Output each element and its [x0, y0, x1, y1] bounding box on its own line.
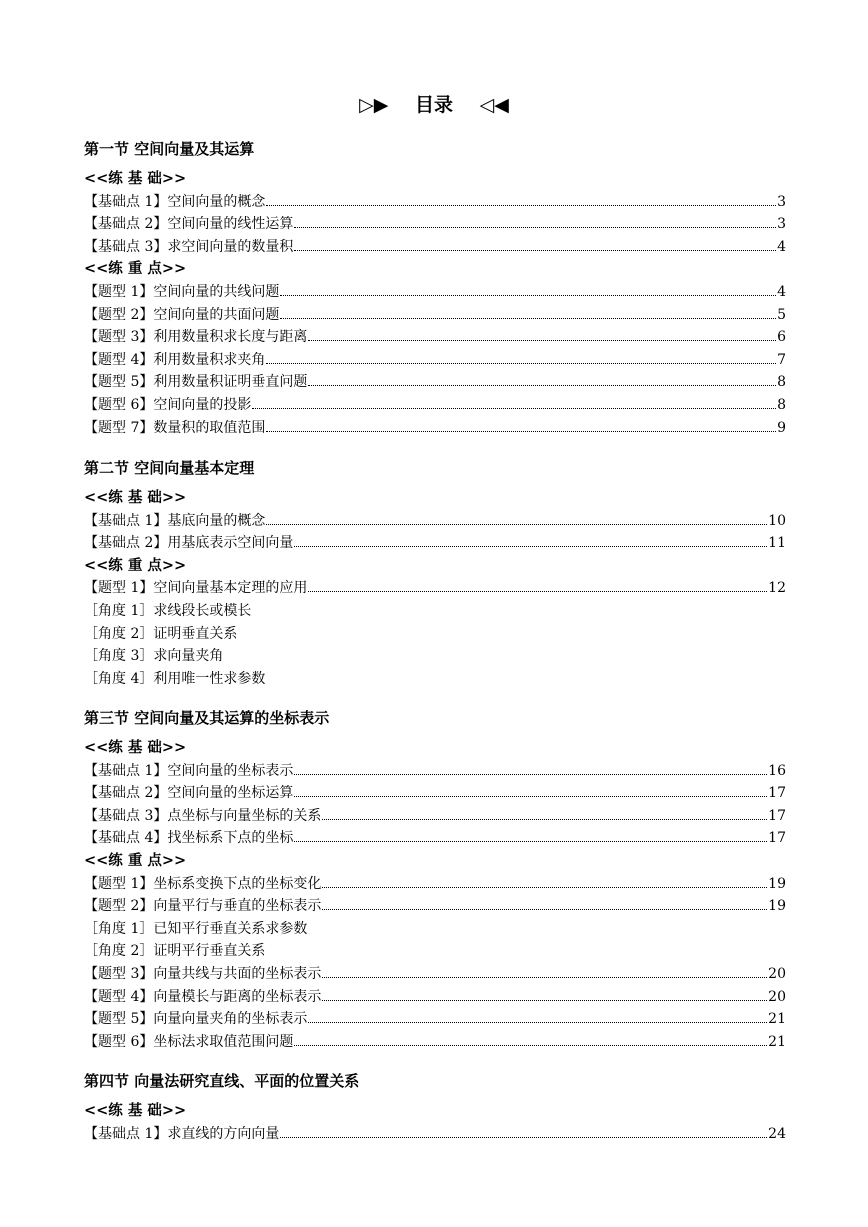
entry-tag: 【题型 1】	[84, 580, 154, 597]
dot-leader	[266, 431, 776, 432]
toc-entry[interactable]	[84, 532, 786, 555]
group-heading: <<练 基 础>>	[84, 739, 187, 756]
toc-entry[interactable]	[84, 510, 786, 533]
toc-section	[84, 136, 786, 439]
entry-label: 空间向量的投影	[153, 396, 252, 413]
toc-entry[interactable]	[84, 326, 786, 349]
page-number: 3	[777, 193, 786, 210]
entry-label: 用基底表示空间向量	[167, 535, 294, 552]
toc-title	[0, 90, 868, 120]
page-number: 6	[777, 329, 786, 346]
entry-label: 求空间向量的数量积	[167, 238, 294, 255]
entry-label: 空间向量的线性运算	[167, 216, 294, 233]
toc-entry[interactable]	[84, 394, 786, 417]
toc-entry[interactable]	[84, 236, 786, 259]
page-number: 20	[768, 965, 786, 982]
entry-tag: 【题型 1】	[84, 875, 154, 892]
entry-tag: 【题型 5】	[84, 1011, 154, 1028]
dot-leader	[266, 205, 776, 206]
page-number: 4	[777, 283, 786, 300]
toc-entry[interactable]	[84, 963, 786, 986]
entry-tag: 【基础点 1】	[84, 512, 168, 529]
toc-entry[interactable]	[84, 873, 786, 896]
page-number: 17	[768, 785, 786, 802]
dot-leader	[294, 1045, 767, 1046]
group-heading: <<练 重 点>>	[84, 556, 187, 574]
title-left-arrows-icon: ▷▶	[359, 94, 389, 116]
entry-tag: 【基础点 3】	[84, 807, 168, 824]
toc-entry[interactable]	[84, 782, 786, 805]
toc-entry[interactable]	[84, 1008, 786, 1031]
page-number: 10	[768, 512, 786, 529]
entry-tag: 【题型 7】	[84, 419, 154, 436]
dot-leader	[294, 546, 767, 547]
dot-leader	[280, 318, 776, 319]
dot-leader	[308, 591, 767, 592]
page-number: 11	[768, 535, 786, 552]
entry-label: 坐标法求取值范围问题	[153, 1033, 294, 1050]
dot-leader	[252, 408, 776, 409]
toc-subentry: ［角度 1］已知平行垂直关系求参数	[84, 920, 308, 937]
toc-entry[interactable]	[84, 827, 786, 850]
entry-tag: 【基础点 2】	[84, 535, 168, 552]
toc-subentry: ［角度 2］证明垂直关系	[84, 625, 238, 642]
toc-entry[interactable]	[84, 1031, 786, 1054]
page-number: 12	[768, 580, 786, 597]
page-number: 21	[768, 1033, 786, 1050]
toc-entry[interactable]	[84, 895, 786, 918]
entry-tag: 【题型 4】	[84, 988, 154, 1005]
dot-leader	[280, 1137, 767, 1138]
entry-label: 利用数量积证明垂直问题	[153, 374, 308, 391]
group-heading: <<练 重 点>>	[84, 851, 187, 869]
title-right-arrows-icon: ◁◀	[479, 94, 509, 116]
toc-entry[interactable]	[84, 281, 786, 304]
dot-leader	[294, 841, 767, 842]
page-number: 5	[777, 306, 786, 323]
entry-tag: 【题型 2】	[84, 306, 154, 323]
entry-label: 求直线的方向向量	[167, 1125, 280, 1142]
page-number: 19	[768, 875, 786, 892]
entry-tag: 【题型 1】	[84, 283, 154, 300]
dot-leader	[308, 340, 776, 341]
entry-tag: 【题型 3】	[84, 329, 154, 346]
toc-entry[interactable]	[84, 304, 786, 327]
entry-tag: 【题型 5】	[84, 374, 154, 391]
entry-tag: 【题型 3】	[84, 965, 154, 982]
toc-entry[interactable]	[84, 760, 786, 783]
dot-leader	[294, 250, 776, 251]
dot-leader	[322, 1000, 767, 1001]
page-number: 21	[768, 1011, 786, 1028]
entry-label: 找坐标系下点的坐标	[167, 830, 294, 847]
page-number: 20	[768, 988, 786, 1005]
toc-entry[interactable]	[84, 986, 786, 1009]
entry-label: 坐标系变换下点的坐标变化	[153, 875, 322, 892]
entry-label: 基底向量的概念	[167, 512, 266, 529]
entry-tag: 【基础点 2】	[84, 216, 168, 233]
entry-tag: 【题型 2】	[84, 898, 154, 915]
entry-label: 利用数量积求夹角	[153, 351, 266, 368]
entry-label: 点坐标与向量坐标的关系	[167, 807, 322, 824]
entry-label: 空间向量的坐标表示	[167, 762, 294, 779]
dot-leader	[294, 227, 776, 228]
dot-leader	[322, 977, 767, 978]
toc-entry[interactable]	[84, 349, 786, 372]
page-number: 8	[777, 374, 786, 391]
section-heading: 第二节 空间向量基本定理	[84, 459, 255, 477]
toc-entry[interactable]	[84, 805, 786, 828]
section-heading: 第一节 空间向量及其运算	[84, 140, 255, 158]
entry-label: 数量积的取值范围	[153, 419, 266, 436]
entry-label: 向量向量夹角的坐标表示	[153, 1011, 308, 1028]
entry-label: 空间向量的共线问题	[153, 283, 280, 300]
entry-label: 向量共线与共面的坐标表示	[153, 965, 322, 982]
entry-label: 空间向量的共面问题	[153, 306, 280, 323]
dot-leader	[322, 819, 767, 820]
entry-tag: 【基础点 1】	[84, 193, 168, 210]
toc-entry[interactable]	[84, 577, 786, 600]
entry-tag: 【题型 6】	[84, 396, 154, 413]
page-number: 16	[768, 762, 786, 779]
group-heading: <<练 重 点>>	[84, 260, 187, 278]
entry-label: 向量平行与垂直的坐标表示	[153, 898, 322, 915]
toc-subentry: ［角度 1］求线段长或模长	[84, 602, 252, 619]
entry-tag: 【基础点 3】	[84, 238, 168, 255]
section-heading: 第四节 向量法研究直线、平面的位置关系	[84, 1072, 360, 1090]
entry-tag: 【基础点 1】	[84, 762, 168, 779]
dot-leader	[308, 385, 776, 386]
toc-title-text: 目录	[414, 94, 453, 116]
toc-entry[interactable]	[84, 417, 786, 440]
toc-entry[interactable]	[84, 191, 786, 214]
entry-label: 向量模长与距离的坐标表示	[153, 988, 322, 1005]
toc-subentry: ［角度 3］求向量夹角	[84, 648, 224, 665]
entry-label: 利用数量积求长度与距离	[153, 329, 308, 346]
entry-label: 空间向量基本定理的应用	[153, 580, 308, 597]
entry-tag: 【基础点 2】	[84, 785, 168, 802]
dot-leader	[322, 887, 767, 888]
toc-section	[84, 1068, 786, 1145]
group-heading: <<练 基 础>>	[84, 489, 187, 506]
page-number: 4	[777, 238, 786, 255]
entry-label: 空间向量的坐标运算	[167, 785, 294, 802]
dot-leader	[294, 796, 767, 797]
toc-section	[84, 705, 786, 1053]
dot-leader	[322, 909, 767, 910]
page-number: 3	[777, 216, 786, 233]
entry-tag: 【题型 4】	[84, 351, 154, 368]
dot-leader	[266, 363, 776, 364]
toc-subentry: ［角度 4］利用唯一性求参数	[84, 670, 266, 687]
page-number: 24	[768, 1125, 786, 1142]
page-number: 17	[768, 807, 786, 824]
toc-entry[interactable]	[84, 1123, 786, 1146]
dot-leader	[280, 295, 776, 296]
toc-section	[84, 455, 786, 690]
dot-leader	[266, 524, 767, 525]
page-number: 19	[768, 898, 786, 915]
page-number: 7	[777, 351, 786, 368]
toc-entry[interactable]	[84, 371, 786, 394]
page-number: 9	[777, 419, 786, 436]
group-heading: <<练 基 础>>	[84, 1102, 187, 1119]
entry-label: 空间向量的概念	[167, 193, 266, 210]
page-number: 17	[768, 830, 786, 847]
page-number: 8	[777, 396, 786, 413]
entry-tag: 【基础点 4】	[84, 830, 168, 847]
entry-tag: 【基础点 1】	[84, 1125, 168, 1142]
dot-leader	[308, 1022, 767, 1023]
section-heading: 第三节 空间向量及其运算的坐标表示	[84, 709, 330, 727]
entry-tag: 【题型 6】	[84, 1033, 154, 1050]
toc-entry[interactable]	[84, 213, 786, 236]
dot-leader	[294, 774, 767, 775]
toc-subentry: ［角度 2］证明平行垂直关系	[84, 943, 266, 960]
group-heading: <<练 基 础>>	[84, 170, 187, 187]
